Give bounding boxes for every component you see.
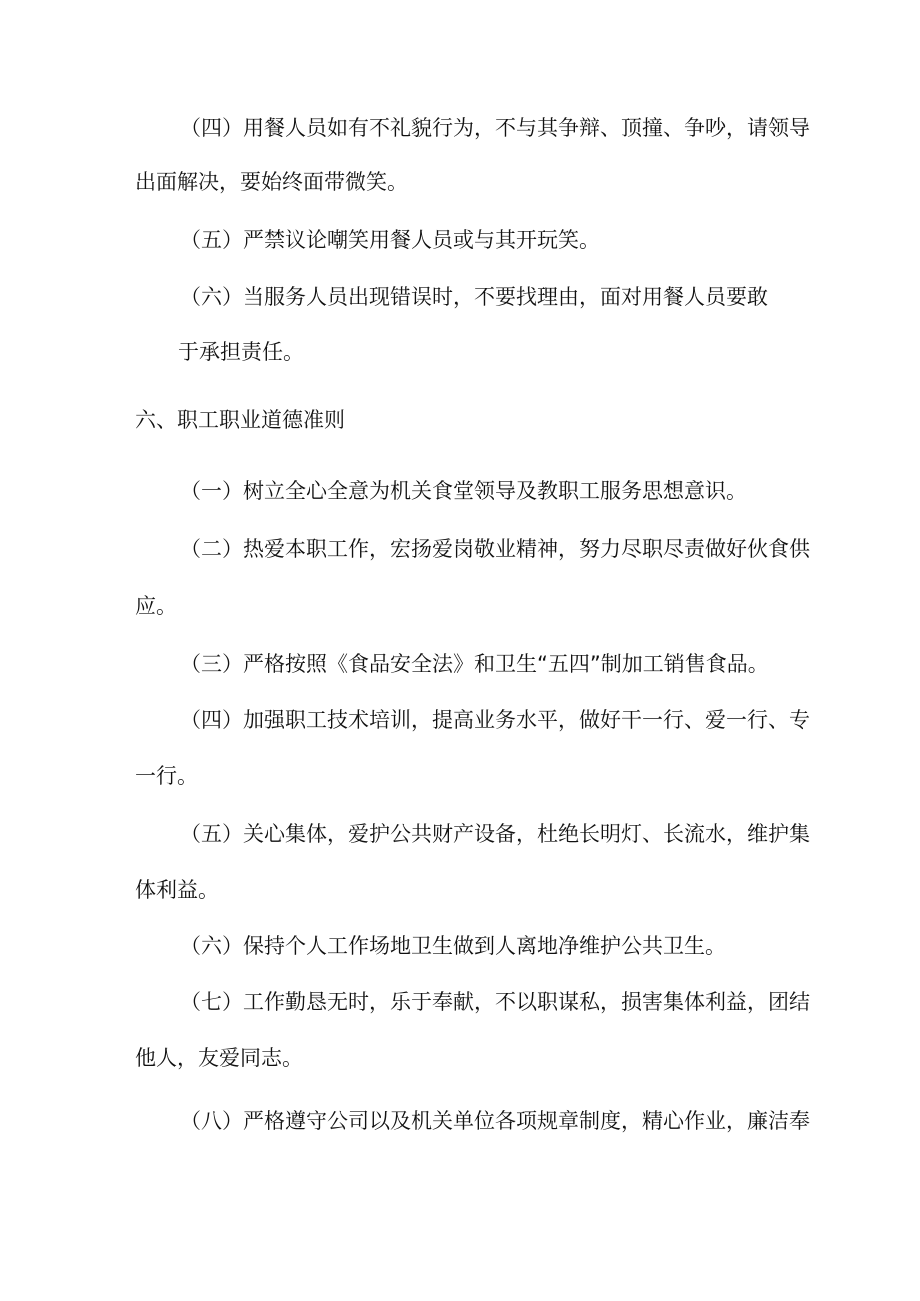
text-line: （四）加强职工技术培训，提高业务水平，做好干一行、爱一行、专 [180, 708, 810, 732]
text-line: 体利益。 [135, 878, 219, 902]
text-line: （四）用餐人员如有不礼貌行为，不与其争辩、顶撞、争吵，请领导 [180, 116, 810, 140]
text-line: （五）严禁议论嘲笑用餐人员或与其开玩笑。 [180, 228, 600, 252]
text-line: 他人，友爱同志。 [135, 1046, 303, 1070]
text-line: （六）当服务人员出现错误时，不要找理由，面对用餐人员要敢 [180, 285, 768, 309]
text-line: （五）关心集体，爱护公共财产设备，杜绝长明灯、长流水，维护集 [180, 822, 810, 846]
text-line: 出面解决，要始终面带微笑。 [135, 170, 408, 194]
text-line: （六）保持个人工作场地卫生做到人离地净维护公共卫生。 [180, 934, 726, 958]
text-line: （三）严格按照《食品安全法》和卫生“五四”制加工销售食品。 [180, 652, 769, 676]
text-line: 于承担责任。 [178, 340, 304, 364]
section-heading: 六、职工职业道德准则 [135, 408, 345, 432]
text-line: （二）热爱本职工作，宏扬爱岗敬业精神，努力尽职尽责做好伙食供 [180, 537, 810, 561]
text-line: 应。 [135, 594, 177, 618]
text-line: （八）严格遵守公司以及机关单位各项规章制度，精心作业，廉洁奉 [180, 1109, 810, 1133]
text-line: 一行。 [135, 764, 198, 788]
text-line: （一）树立全心全意为机关食堂领导及教职工服务思想意识。 [180, 479, 747, 503]
text-line: （七）工作勤恳无时，乐于奉献，不以职谋私，损害集体利益，团结 [180, 990, 810, 1014]
